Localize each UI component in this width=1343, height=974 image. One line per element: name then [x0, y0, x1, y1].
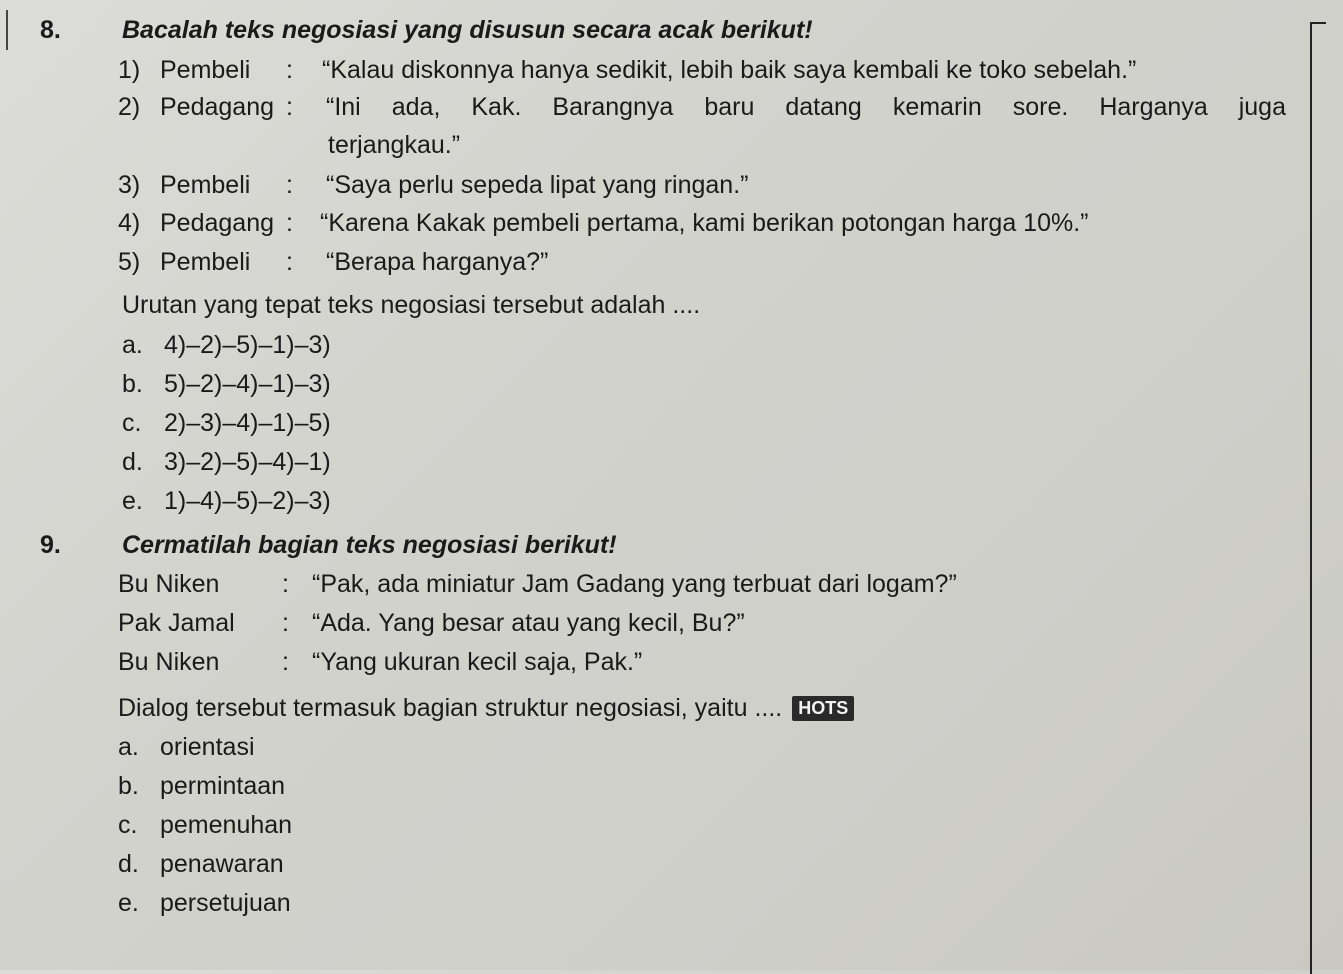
dialog-text: “Karena Kakak pembeli pertama, kami berikan potongan harga 10%.”	[320, 209, 1089, 237]
dialog-text: “Pak, ada miniatur Jam Gadang yang terbuat dari logam?”	[312, 570, 957, 598]
q9-option-a[interactable]	[118, 733, 255, 762]
q9-stem: Cermatilah bagian teks negosiasi berikut!	[122, 531, 617, 559]
q8-dialog-1	[118, 56, 1136, 85]
q8-option-e[interactable]	[122, 487, 331, 516]
q8-option-a[interactable]	[122, 331, 331, 360]
dialog-colon: :	[286, 56, 293, 84]
option-letter: d.	[118, 850, 139, 878]
option-text: pemenuhan	[160, 811, 293, 839]
option-letter: c.	[122, 409, 142, 437]
question-text: Dialog tersebut termasuk bagian struktur negosiasi, yaitu ....	[118, 694, 783, 722]
q8-dialog-2	[118, 93, 1288, 122]
q9-question	[118, 694, 854, 723]
q8-option-c[interactable]	[122, 409, 331, 438]
dialog-colon: :	[286, 93, 293, 121]
option-letter: c.	[118, 811, 138, 839]
q8-option-b[interactable]	[122, 370, 331, 399]
q8-stem: Bacalah teks negosiasi yang disusun secara acak berikut!	[122, 16, 813, 44]
dialog-number: 1)	[118, 56, 141, 84]
option-text: permintaan	[160, 772, 286, 800]
q8-dialog-4	[118, 209, 1089, 238]
dialog-text: “Yang ukuran kecil saja, Pak.”	[312, 648, 643, 676]
option-text: 5)–2)–4)–1)–3)	[164, 370, 331, 398]
dialog-colon: :	[286, 171, 293, 199]
option-letter: b.	[122, 370, 143, 398]
q8-dialog-2-continuation: terjangkau.”	[328, 131, 461, 159]
q9-number: 9.	[40, 531, 61, 559]
q9-dialog-2	[118, 609, 745, 638]
option-text: 4)–2)–5)–1)–3)	[164, 331, 331, 359]
option-text: persetujuan	[160, 889, 291, 917]
dialog-number: 3)	[118, 171, 141, 199]
dialog-number: 5)	[118, 248, 141, 276]
option-letter: e.	[118, 889, 139, 917]
right-margin-box	[1310, 22, 1326, 974]
option-letter: b.	[118, 772, 139, 800]
q9-option-b[interactable]	[118, 772, 285, 801]
q9-dialog-3	[118, 648, 642, 677]
left-margin-line	[0, 10, 8, 50]
option-text: orientasi	[160, 733, 255, 761]
option-text: 3)–2)–5)–4)–1)	[164, 448, 331, 476]
hots-badge: HOTS	[792, 696, 854, 721]
q8-dialog-5	[118, 248, 548, 277]
dialog-colon: :	[282, 570, 289, 598]
dialog-speaker: Bu Niken	[118, 648, 220, 676]
option-letter: e.	[122, 487, 143, 515]
q9-option-c[interactable]	[118, 811, 292, 840]
option-letter: d.	[122, 448, 143, 476]
q8-dialog-3	[118, 171, 749, 200]
option-text: 2)–3)–4)–1)–5)	[164, 409, 331, 437]
q8-option-d[interactable]	[122, 448, 331, 477]
option-text: penawaran	[160, 850, 284, 878]
dialog-speaker: Pembeli	[160, 171, 251, 199]
dialog-speaker: Pembeli	[160, 248, 251, 276]
dialog-speaker: Pembeli	[160, 56, 251, 84]
option-letter: a.	[118, 733, 139, 761]
q8-number: 8.	[40, 16, 61, 44]
dialog-text: “Kalau diskonnya hanya sedikit, lebih baik saya kembali ke toko sebelah.”	[322, 56, 1137, 84]
dialog-speaker: Pedagang	[160, 93, 275, 121]
q9-option-e[interactable]	[118, 889, 291, 918]
dialog-colon: :	[286, 209, 293, 237]
dialog-colon: :	[282, 648, 289, 676]
option-letter: a.	[122, 331, 143, 359]
dialog-speaker: Bu Niken	[118, 570, 220, 598]
dialog-number: 2)	[118, 93, 141, 121]
q9-dialog-1	[118, 570, 957, 599]
q9-option-d[interactable]	[118, 850, 284, 879]
dialog-colon: :	[282, 609, 289, 637]
dialog-text: “Ini ada, Kak. Barangnya baru datang kemarin sore. Harganya juga	[326, 93, 1286, 121]
dialog-text: “Ada. Yang besar atau yang kecil, Bu?”	[312, 609, 745, 637]
dialog-speaker: Pedagang	[160, 209, 275, 237]
dialog-colon: :	[286, 248, 293, 276]
dialog-text: “Berapa harganya?”	[326, 248, 549, 276]
dialog-speaker: Pak Jamal	[118, 609, 235, 637]
q8-question: Urutan yang tepat teks negosiasi tersebut adalah ....	[122, 291, 701, 319]
dialog-text: “Saya perlu sepeda lipat yang ringan.”	[326, 171, 749, 199]
option-text: 1)–4)–5)–2)–3)	[164, 487, 331, 515]
dialog-number: 4)	[118, 209, 141, 237]
